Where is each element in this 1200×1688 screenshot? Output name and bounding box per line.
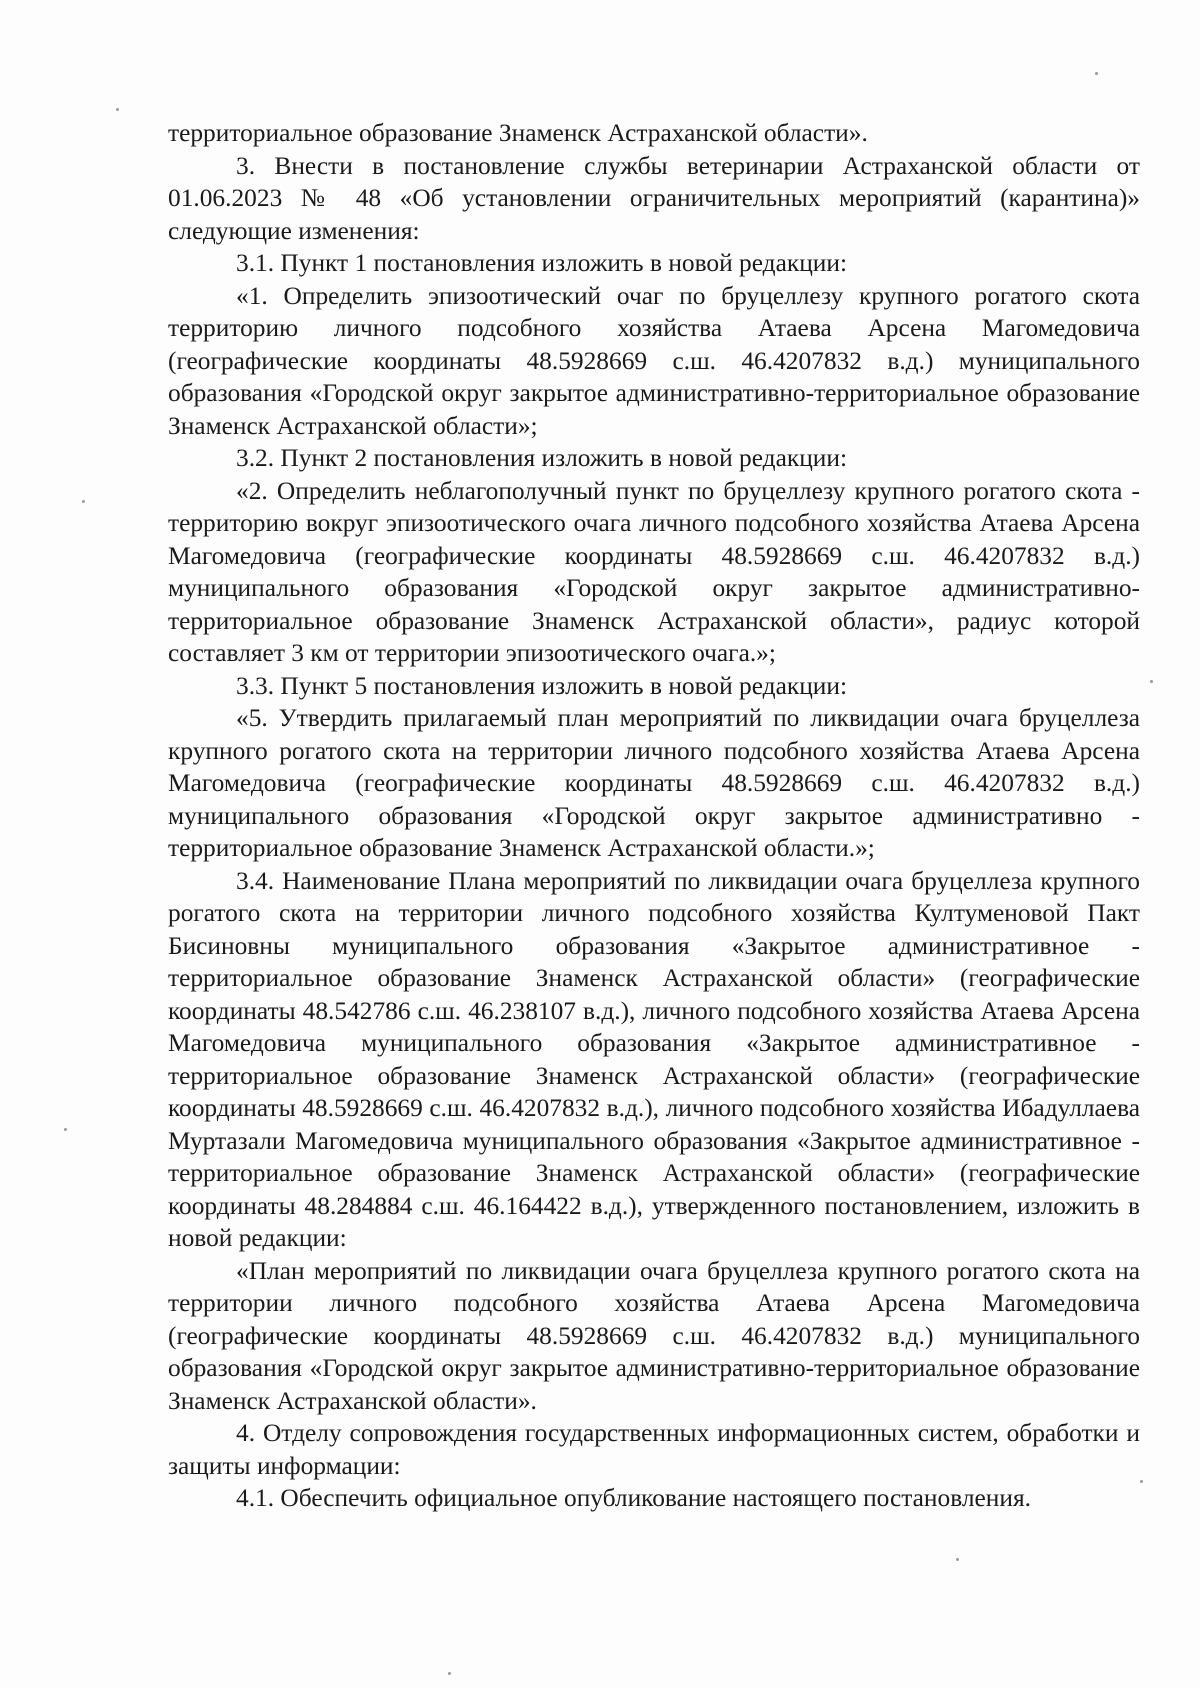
scan-speck bbox=[82, 500, 85, 503]
scan-speck bbox=[1140, 1480, 1143, 1483]
scan-speck bbox=[956, 1558, 959, 1561]
paragraph-quote-plan: «План мероприятий по ликвидации очага бруцеллеза крупного рогатого скота на территории личного подсобного хозяйства Атаева Арсена Магомедовича (географические координаты 48.5928669 с.ш. 46.4207832 в.д.) муниципального образования «Городской округ закрытое административно-территориальное образование Знаменск Астраханской области». bbox=[168, 1256, 1140, 1415]
paragraph-quote-2: «2. Определить неблагополучный пункт по бруцеллезу крупного рогатого скота - территорию вокруг эпизоотического очага личного подсобного хозяйства Атаева Арсена Магомедовича (географические координаты 48.5928669 с.ш. 46.4207832 в.д.) муниципального образования «Городской округ закрытое административно-территориальное образование Знаменск Астраханской области», радиус которой составляет 3 км от территории эпизоотического очага.»; bbox=[168, 476, 1140, 667]
scan-speck bbox=[1150, 680, 1153, 683]
paragraph-item-3-2: 3.2. Пункт 2 постановления изложить в новой редакции: bbox=[236, 444, 848, 472]
paragraph-item-4-1: 4.1. Обеспечить официальное опубликование настоящего постановления. bbox=[236, 1484, 1032, 1512]
document-body bbox=[168, 117, 1140, 1515]
scan-speck bbox=[1095, 72, 1098, 75]
paragraph-item-3-3: 3.3. Пункт 5 постановления изложить в новой редакции: bbox=[236, 671, 848, 700]
paragraph-continuation: территориальное образование Знаменск Астраханской области». bbox=[168, 119, 868, 147]
paragraph-item-4: 4. Отделу сопровождения государственных информационных систем, обработки и защиты информации: bbox=[168, 1419, 1140, 1480]
paragraph-item-3-1: 3.1. Пункт 1 постановления изложить в новой редакции: bbox=[236, 249, 848, 277]
paragraph-quote-5: «5. Утвердить прилагаемый план мероприятий по ликвидации очага бруцеллеза крупного рогатого скота на территории личного подсобного хозяйства Атаева Арсена Магомедовича (географические координаты 48.5928669 с.ш. 46.4207832 в.д.) муниципального образования «Городской округ закрытое административно - территориальное образование Знаменск Астраханской области.»; bbox=[168, 704, 1140, 862]
paragraph-item-3: 3. Внести в постановление службы ветеринарии Астраханской области от 01.06.2023 № 48 «Об установлении ограничительных мероприятий (карантина)» следующие изменения: bbox=[168, 151, 1140, 245]
paragraph-item-3-4: 3.4. Наименование Плана мероприятий по ликвидации очага бруцеллеза крупного рогатого скота на территории личного подсобного хозяйства Култуменовой Пакт Бисиновны муниципального образования «Закрытое административное - территориальное образование Знаменск Астраханской области» (географические координаты 48.542786 с.ш. 46.238107 в.д.), личного подсобного хозяйства Атаева Арсена Магомедовича муниципального образования «Закрытое административное - территориальное образование Знаменск Астраханской области» (географические координаты 48.5928669 с.ш. 46.4207832 в.д.), личного подсобного хозяйства Ибадуллаева Муртазали Магомедовича муниципального образования «Закрытое административное - территориальное образование Знаменск Астраханской области» (географические координаты 48.284884 с.ш. 46.164422 в.д.), утвержденного постановлением, изложить в новой редакции: bbox=[168, 866, 1140, 1252]
scan-speck bbox=[116, 108, 119, 111]
scan-speck bbox=[64, 1128, 67, 1131]
paragraph-quote-1: «1. Определить эпизоотический очаг по бруцеллезу крупного рогатого скота территорию личного подсобного хозяйства Атаева Арсена Магомедовича (географические координаты 48.5928669 с.ш. 46.4207832 в.д.) муниципального образования «Городской округ закрытое административно-территориальное образование Знаменск Астраханской области»; bbox=[168, 281, 1140, 440]
scan-speck bbox=[448, 1672, 451, 1675]
